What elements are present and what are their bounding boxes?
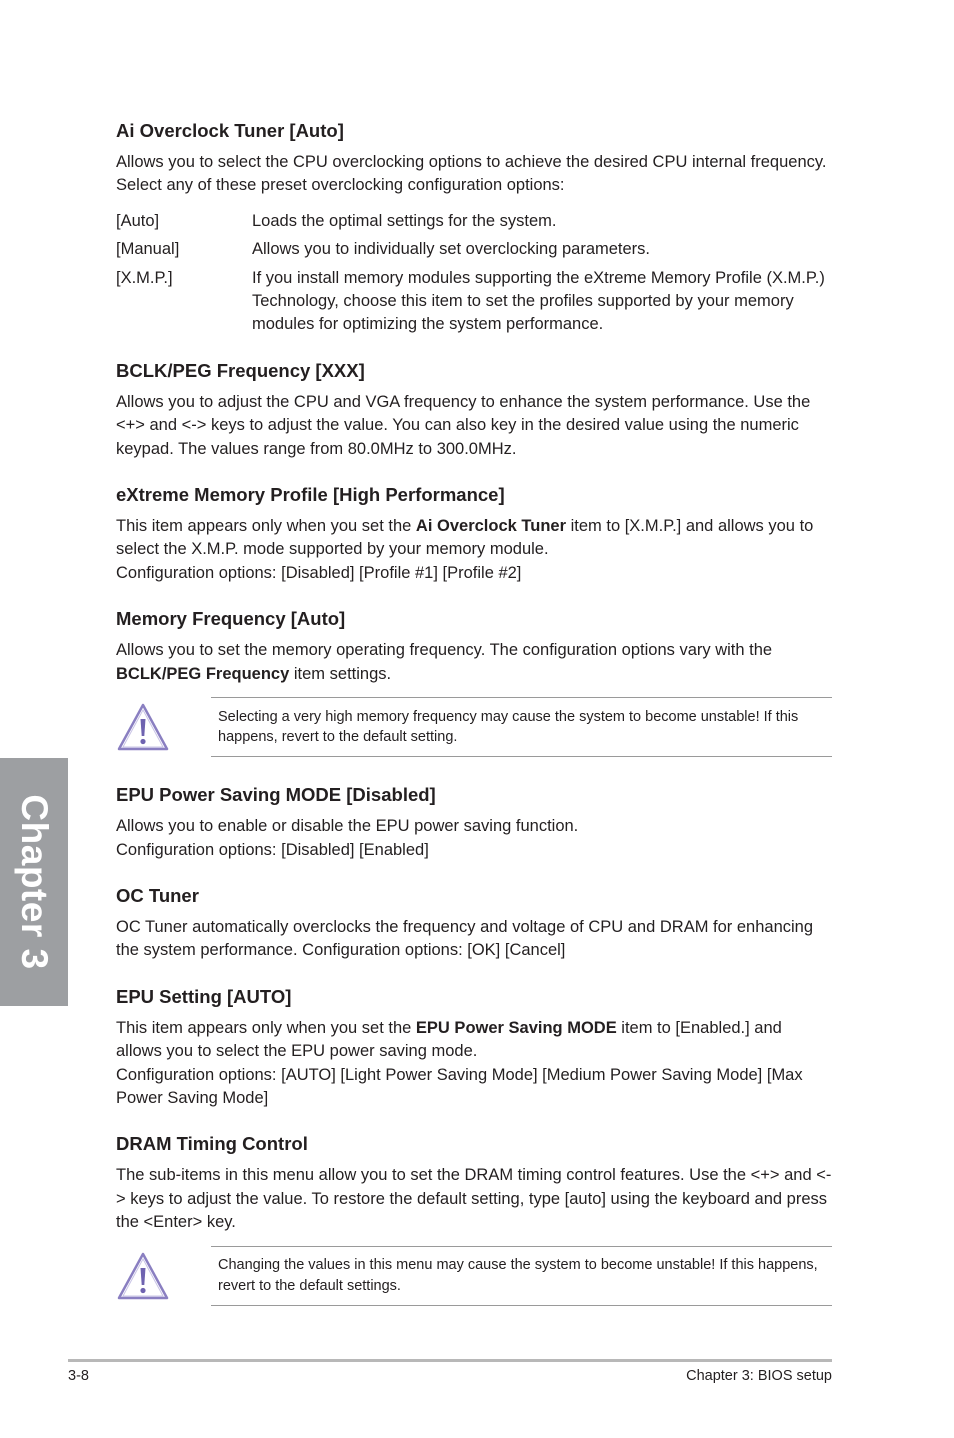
body-bold-text: Ai Overclock Tuner	[415, 517, 567, 536]
section-title: EPU Setting [AUTO]	[116, 985, 292, 1007]
option-key: [X.M.P.]	[116, 268, 173, 287]
section-title: Ai Overclock Tuner [Auto]	[116, 120, 344, 141]
section-epu-setting	[116, 985, 832, 1111]
section-body	[116, 639, 832, 686]
section-config: Configuration options: [Disabled] [Profile #1] [Profile #2]	[116, 563, 522, 582]
section-body: Allows you to select the CPU overclocking options to achieve the desired CPU internal frequency. Select any of these preset overclocking configuration options:	[116, 153, 827, 195]
section-dram-timing-control	[116, 1132, 832, 1305]
page-content	[116, 119, 832, 1332]
section-body: Allows you to adjust the CPU and VGA frequency to enhance the system performance. Use the <+> and <-> keys to adjust the value. You can also key in the desired value using the numeric keypad. The values range from 80.0MHz to 300.0MHz.	[116, 392, 811, 458]
warning-note-text: Changing the values in this menu may cause the system to become unstable! If this happens, revert to the default settings.	[211, 1246, 832, 1306]
section-config: Configuration options: [Disabled] [Enabled]	[116, 840, 429, 859]
warning-triangle-icon	[116, 702, 211, 752]
section-title: eXtreme Memory Profile [High Performance]	[116, 484, 505, 506]
section-body: The sub-items in this menu allow you to set the DRAM timing control features. Use the <+> and <-> keys to adjust the value. To restore the default setting, type [auto] using the keyboard and press the <Enter> key.	[116, 1166, 832, 1232]
option-desc: Allows you to individually set overclocking parameters.	[252, 240, 651, 259]
option-row	[116, 210, 832, 233]
warning-note	[116, 1246, 832, 1306]
option-list	[116, 210, 832, 337]
chapter-side-tab-label: Chapter 3	[14, 794, 55, 970]
section-body: Allows you to enable or disable the EPU power saving function.	[116, 817, 579, 836]
warning-note	[116, 697, 832, 757]
footer-divider	[68, 1359, 832, 1362]
section-title: EPU Power Saving MODE [Disabled]	[116, 784, 436, 806]
warning-note-text: Selecting a very high memory frequency may cause the system to become unstable! If this happens, revert to the default setting.	[211, 697, 832, 757]
section-oc-tuner	[116, 884, 832, 963]
section-body: OC Tuner automatically overclocks the frequency and voltage of CPU and DRAM for enhancing the system performance. Configuration options: [OK] [Cancel]	[116, 917, 814, 960]
option-desc: Loads the optimal settings for the system.	[252, 211, 557, 230]
section-title: BCLK/PEG Frequency [XXX]	[116, 359, 365, 381]
body-text: item to [X.M.P.] and allows you to select the X.M.P. mode supported by your memory module.	[116, 517, 814, 559]
section-bclk-peg-frequency	[116, 359, 832, 461]
footer-page-number: 3-8	[68, 1368, 89, 1384]
section-title: Memory Frequency [Auto]	[116, 608, 346, 630]
body-bold-text: EPU Power Saving MODE	[415, 1018, 617, 1037]
section-body	[116, 1017, 832, 1064]
chapter-side-tab	[0, 758, 68, 1006]
body-text: This item appears only when you set the	[116, 517, 416, 536]
option-key: [Manual]	[116, 240, 180, 259]
body-text: item to [Enabled.] and allows you to select the EPU power saving mode.	[116, 1018, 782, 1061]
section-extreme-memory-profile	[116, 483, 832, 585]
section-title: OC Tuner	[116, 884, 199, 906]
body-text: Allows you to set the memory operating frequency. The configuration options vary with the	[116, 641, 773, 660]
body-text: This item appears only when you set the	[116, 1018, 416, 1037]
section-title: DRAM Timing Control	[116, 1133, 308, 1155]
option-row	[116, 238, 832, 261]
footer-chapter-title: Chapter 3: BIOS setup	[686, 1368, 832, 1384]
warning-triangle-icon	[116, 1251, 211, 1301]
option-desc: If you install memory modules supporting the eXtreme Memory Profile (X.M.P.) Technology, choose this item to set the profiles supported by your memory modules for optimizing the system performance.	[252, 268, 825, 334]
section-epu-power-saving-mode	[116, 783, 832, 862]
section-body	[116, 515, 832, 562]
section-config: Configuration options: [AUTO] [Light Power Saving Mode] [Medium Power Saving Mode] [Max Power Saving Mode]	[116, 1065, 803, 1107]
body-text: item settings.	[289, 664, 392, 683]
body-bold-text: BCLK/PEG Frequency	[116, 664, 290, 683]
option-row	[116, 267, 832, 337]
section-memory-frequency	[116, 607, 832, 757]
section-ai-overclock-tuner	[116, 119, 832, 337]
option-key: [Auto]	[116, 211, 160, 230]
